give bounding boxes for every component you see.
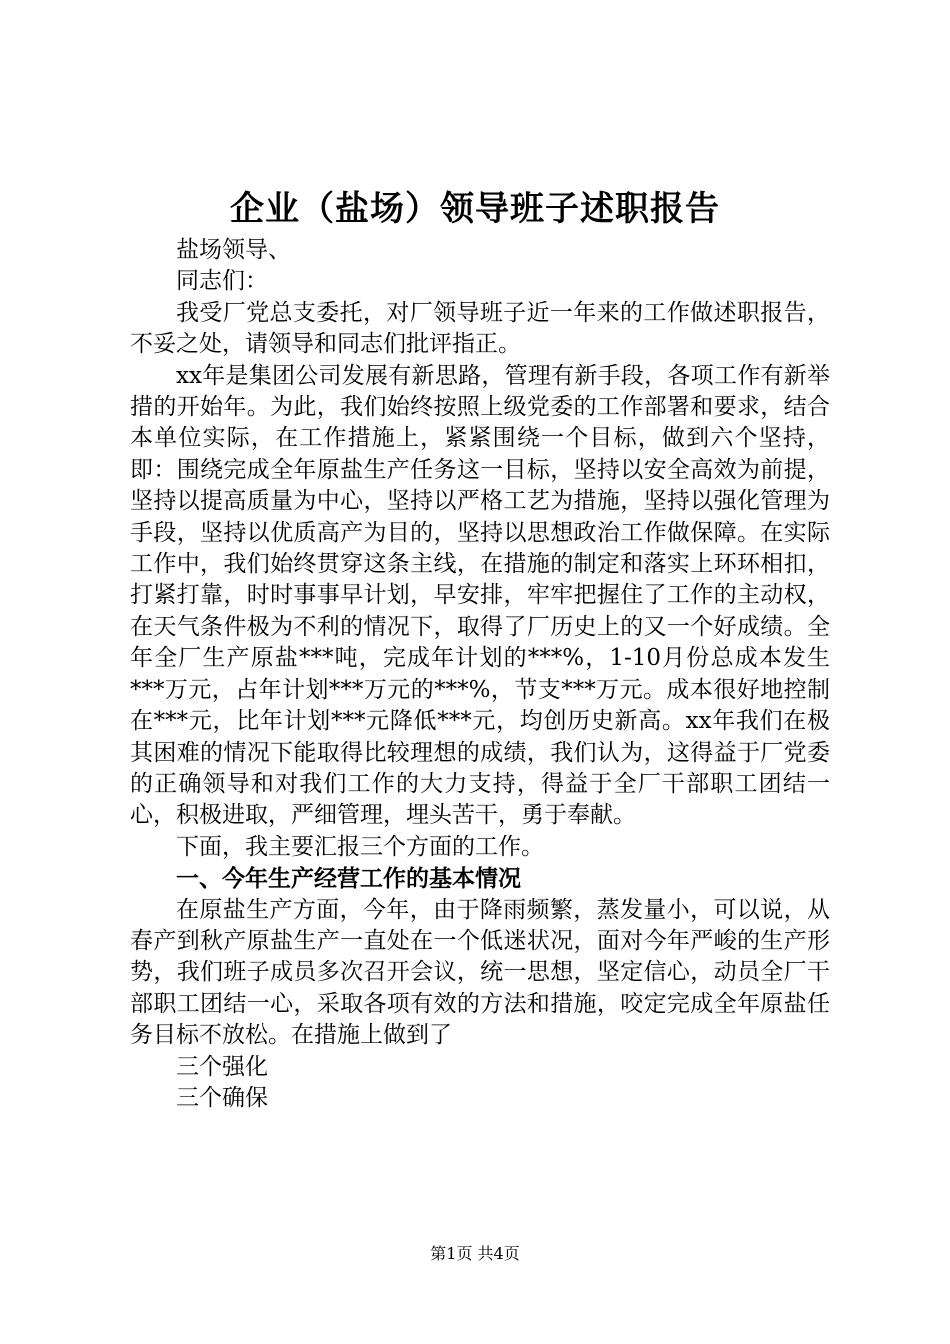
section-heading: 一、今年生产经营工作的基本情况 (176, 865, 521, 893)
list-item: 三个强化 (176, 1053, 268, 1080)
salutation-2: 同志们： (176, 268, 268, 295)
summary-paragraph: xx年是集团公司发展有新思路，管理有新手段，各项工作有新举措的开始年。为此，我们始终按照上级党委的工作部署和要求，结合本单位实际，在工作措施上，紧紧围绕一个目标，做到六个坚持，即：围绕完成全年原盐生产任务这一目标，坚持以安全高效为前提，坚持以提高质量为中心，坚持以严格工艺为措施，坚持以强化管理为手段，坚持以优质高产为目的，坚持以思想政治工作做保障。在实际工作中，我们始终贯穿这条主线，在措施的制定和落实上环环相扣，打紧打靠，时时事事早计划，早安排，牢牢把握住了工作的主动权，在天气条件极为不利的情况下，取得了厂历史上的又一个好成绩。全年全厂生产原盐***吨，完成年计划的***%，1-10月份总成本发生***万元，占年计划***万元的***%，节支***万元。成本很好地控制在***元，比年计划***元降低***元，均创历史新高。xx年我们在极其困难的情况下能取得比较理想的成绩，我们认为，这得益于厂党委的正确领导和对我们工作的大力支持，得益于全厂干部职工团结一心，积极进取，严细管理，埋头苦干，勇于奉献。 (130, 362, 830, 829)
salutation-1: 盐场领导、 (176, 237, 291, 263)
page-footer: 第1页 共4页 (430, 1244, 520, 1263)
intro-paragraph: 我受厂党总支委托，对厂领导班子近一年来的工作做述职报告，不妥之处，请领导和同志们批评指正。 (130, 299, 830, 358)
list-item: 三个确保 (176, 1084, 268, 1111)
document-body (130, 235, 830, 1114)
document-title: 企业（盐场）领导班子述职报告 (230, 189, 720, 229)
section-paragraph: 在原盐生产方面，今年，由于降雨频繁，蒸发量小，可以说，从春产到秋产原盐生产一直处在一个低迷状况，面对今年严峻的生产形势，我们班子成员多次召开会议，统一思想，坚定信心，动员全厂干部职工团结一心，采取各项有效的方法和措施，咬定完成全年原盐任务目标不放松。在措施上做到了 (130, 896, 830, 1049)
transition-paragraph: 下面，我主要汇报三个方面的工作。 (176, 833, 544, 860)
